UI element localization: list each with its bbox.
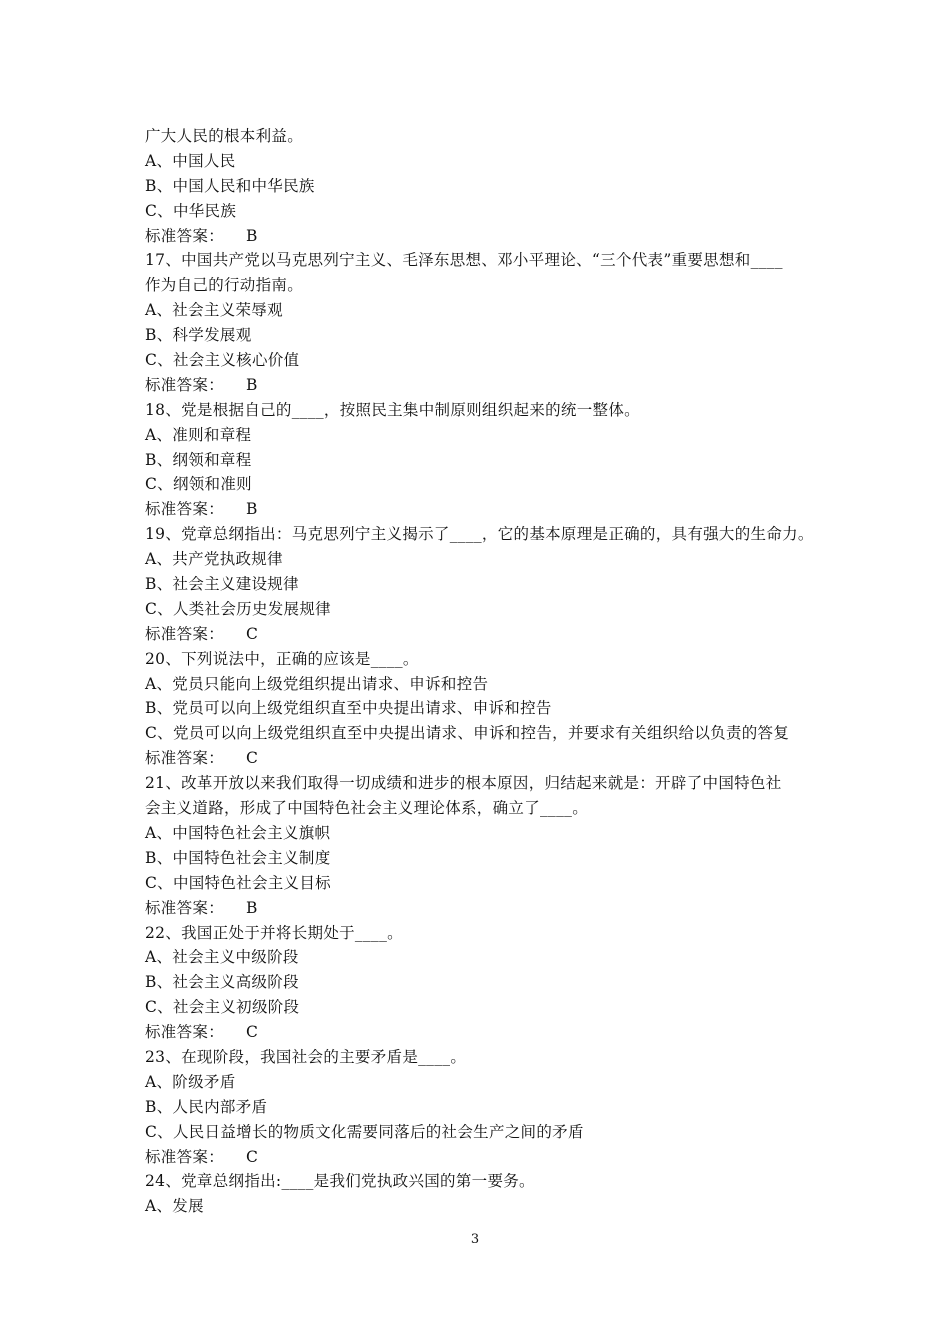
answer-line [145, 1020, 825, 1045]
answer-value: B [246, 226, 258, 245]
option-item: C、纲领和准则 [145, 475, 252, 494]
option-item: C、党员可以向上级党组织直至中央提出请求、申诉和控告，并要求有关组织给以负责的答复 [145, 724, 790, 743]
option-item: B、科学发展观 [145, 326, 252, 345]
option-item: B、社会主义高级阶段 [145, 973, 299, 992]
answer-value: B [246, 898, 258, 917]
answer-line [145, 373, 825, 398]
question-text: 17、中国共产党以马克思列宁主义、毛泽东思想、邓小平理论、“三个代表”重要思想和____ [145, 251, 783, 270]
answer-value: C [246, 624, 259, 643]
answer-value: C [246, 1147, 259, 1166]
option-item: A、党员只能向上级党组织提出请求、申诉和控告 [145, 674, 489, 693]
answer-line [145, 622, 825, 647]
question-text: 19、党章总纲指出：马克思列宁主义揭示了____，它的基本原理是正确的，具有强大的生命力。 [145, 525, 814, 544]
answer-label: 标准答案： [145, 1147, 225, 1166]
question-text: 24、党章总纲指出:____是我们党执政兴国的第一要务。 [145, 1172, 535, 1191]
answer-value: B [246, 500, 258, 519]
option-item: A、中国人民 [145, 151, 236, 170]
option-item: B、社会主义建设规律 [145, 575, 299, 594]
option-item: A、发展 [145, 1197, 204, 1216]
option-item: C、人民日益增长的物质文化需要同落后的社会生产之间的矛盾 [145, 1122, 584, 1141]
option-item: A、准则和章程 [145, 425, 252, 444]
answer-label: 标准答案： [145, 1023, 225, 1042]
option-item: C、人类社会历史发展规律 [145, 599, 331, 618]
answer-label: 标准答案： [145, 624, 225, 643]
option-item: B、中国特色社会主义制度 [145, 848, 331, 867]
question-text: 会主义道路，形成了中国特色社会主义理论体系，确立了____。 [145, 799, 589, 818]
option-item: C、社会主义核心价值 [145, 351, 300, 370]
answer-label: 标准答案： [145, 749, 225, 768]
option-item: C、中华民族 [145, 201, 237, 220]
answer-line [145, 224, 825, 249]
question-text: 22、我国正处于并将长期处于____。 [145, 923, 403, 942]
document-body [145, 124, 825, 1219]
question-text: 作为自己的行动指南。 [145, 276, 304, 295]
answer-line [145, 746, 825, 771]
option-item: B、党员可以向上级党组织直至中央提出请求、申诉和控告 [145, 699, 552, 718]
option-item: B、中国人民和中华民族 [145, 176, 315, 195]
option-item: A、社会主义荣辱观 [145, 301, 283, 320]
option-item: A、中国特色社会主义旗帜 [145, 823, 331, 842]
answer-label: 标准答案： [145, 226, 225, 245]
option-item: A、社会主义中级阶段 [145, 948, 299, 967]
answer-label: 标准答案： [145, 500, 225, 519]
answer-value: B [246, 375, 258, 394]
answer-label: 标准答案： [145, 375, 225, 394]
option-item: B、纲领和章程 [145, 450, 252, 469]
answer-value: C [246, 1023, 259, 1042]
answer-value: C [246, 749, 259, 768]
option-item: C、中国特色社会主义目标 [145, 873, 331, 892]
option-item: A、阶级矛盾 [145, 1072, 236, 1091]
question-text: 21、改革开放以来我们取得一切成绩和进步的根本原因，归结起来就是：开辟了中国特色社 [145, 774, 782, 793]
option-item: B、人民内部矛盾 [145, 1097, 268, 1116]
question-text: 23、在现阶段，我国社会的主要矛盾是____。 [145, 1047, 467, 1066]
option-item: C、社会主义初级阶段 [145, 998, 300, 1017]
answer-line [145, 1145, 825, 1170]
question-text: 20、下列说法中，正确的应该是____。 [145, 649, 419, 668]
option-item: A、共产党执政规律 [145, 550, 283, 569]
page-number: 3 [470, 1232, 480, 1247]
answer-line [145, 497, 825, 522]
answer-line [145, 896, 825, 921]
question-text: 广大人民的根本利益。 [145, 127, 304, 145]
answer-label: 标准答案： [145, 898, 225, 917]
question-text: 18、党是根据自己的____，按照民主集中制原则组织起来的统一整体。 [145, 400, 640, 419]
